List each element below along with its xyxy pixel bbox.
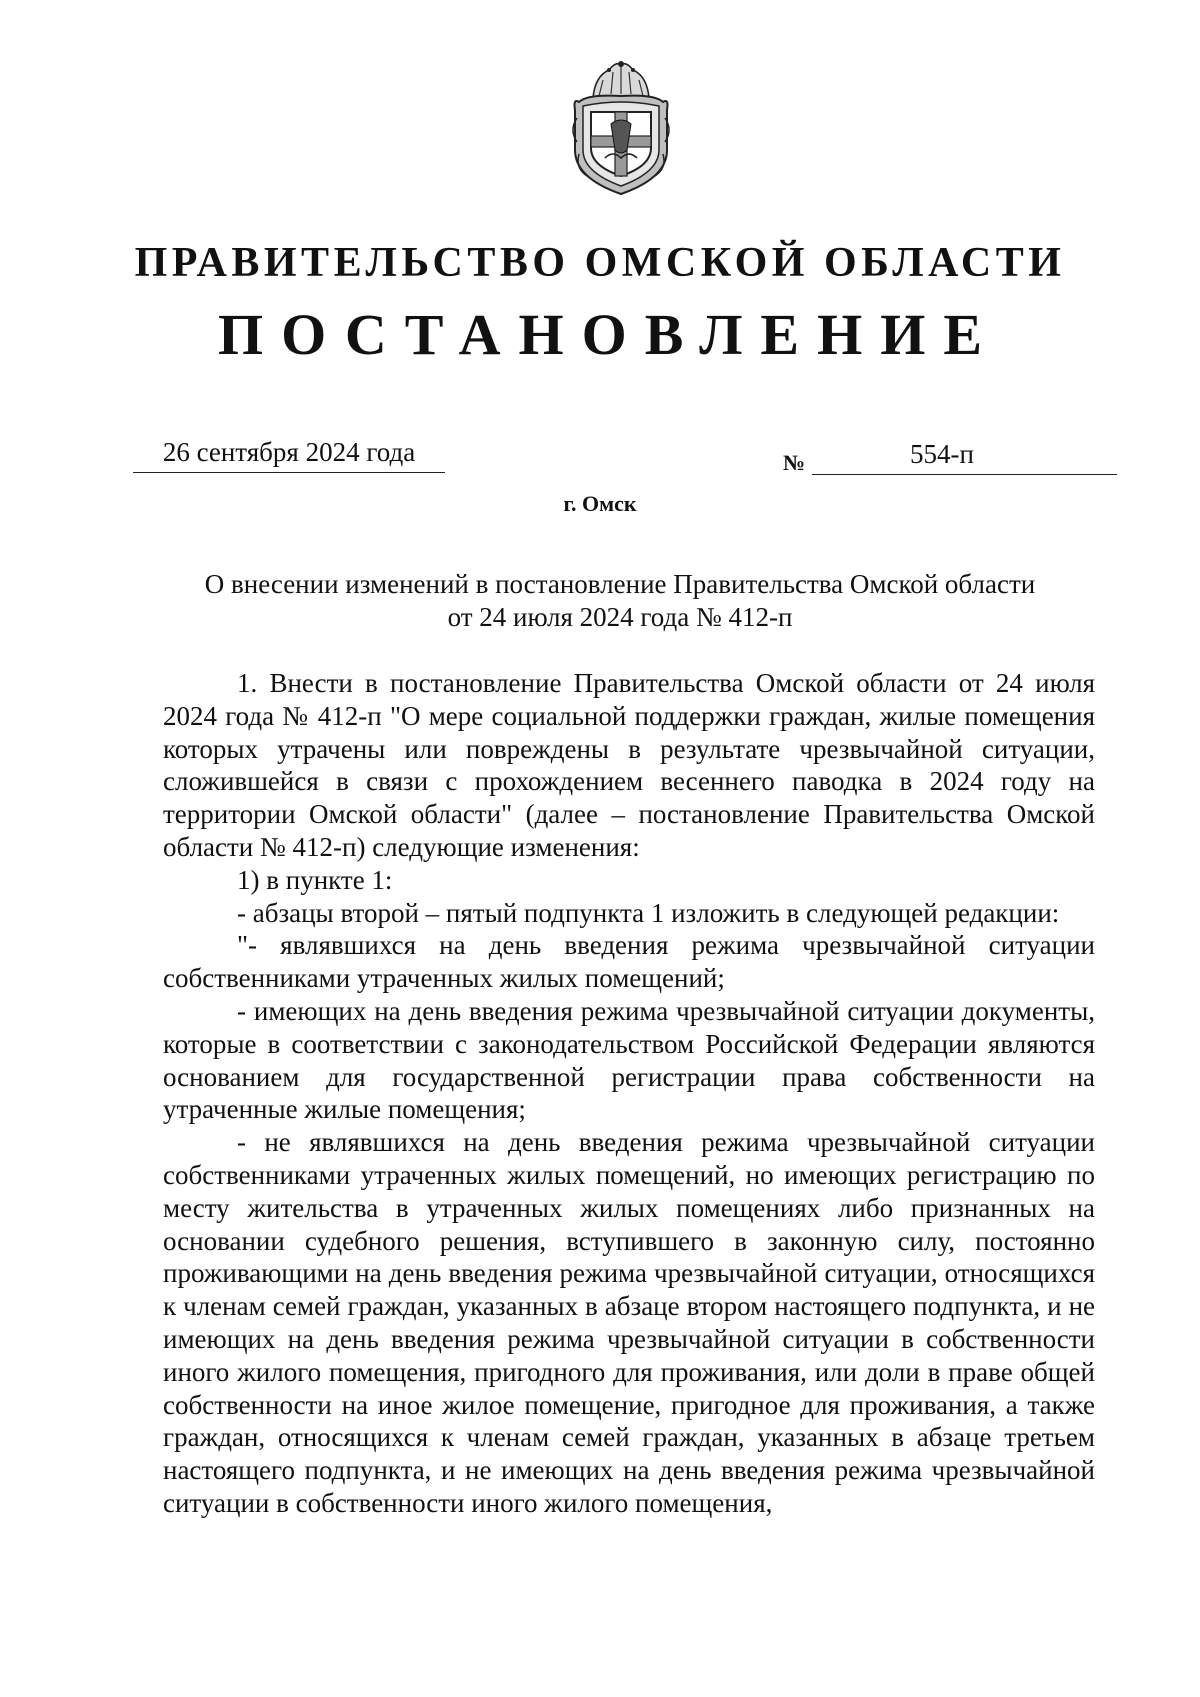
- body-paragraph: - не являвшихся на день введения режима чрезвычайной ситуации собственниками утраченных жилых помещений, но имеющих регистрацию по месту жительства в утраченных жилых помещениях либо признанных на основании судебного решения, вступившего в законную силу, постоянно проживающими на день введения режима чрезвычайной ситуации, относящихся к членам семей граждан, указанных в абзаце втором настоящего подпункта, и не имеющих на день введения режима чрезвычайной ситуации в собственности иного жилого помещения, пригодного для проживания, или доли в праве общей собственности на иное жилое помещение, пригодное для проживания, а также граждан, относящихся к членам семей граждан, указанных в абзаце третьем настоящего подпункта, и не имеющих на день введения режима чрезвычайной ситуации в собственности иного жилого помещения,: [163, 1127, 1095, 1518]
- document-type-title: ПОСТАНОВЛЕНИЕ: [217, 302, 1001, 367]
- document-date: 26 сентября 2024 года: [133, 434, 445, 473]
- omsk-region-coat-of-arms-icon: [565, 58, 677, 198]
- body-paragraph: 1) в пункте 1:: [237, 864, 393, 895]
- body-paragraph: - имеющих на день введения режима чрезвычайной ситуации документы, которые в соответствии с законодательством Российской Федерации являются основанием для государственной регистрации права собственности на утраченные жилые помещения;: [163, 995, 1095, 1125]
- document-number-field: [812, 436, 1117, 475]
- document-number: 554-п: [910, 439, 974, 469]
- document-body: [163, 667, 1095, 1520]
- body-paragraph: "- являвшихся на день введения режима чрезвычайной ситуации собственниками утраченных жилых помещений;: [163, 930, 1095, 994]
- subject-line-1: О внесении изменений в постановление Правительства Омской области: [204, 569, 1036, 599]
- body-paragraph: - абзацы второй – пятый подпункта 1 изложить в следующей редакции:: [237, 897, 1060, 928]
- document-subject: [150, 568, 1090, 634]
- number-label: №: [783, 450, 806, 475]
- city-of-issue: г. Омск: [563, 491, 637, 516]
- government-title: ПРАВИТЕЛЬСТВО ОМСКОЙ ОБЛАСТИ: [134, 240, 1066, 286]
- subject-line-2: от 24 июля 2024 года № 412-п: [447, 602, 793, 632]
- body-paragraph: 1. Внести в постановление Правительства Омской области от 24 июля 2024 года № 412-п "О мере социальной поддержки граждан, жилые помещения которых утрачены или повреждены в результате чрезвычайной ситуации, сложившейся в связи с прохождением весеннего паводка в 2024 году на территории Омской области" (далее – постановление Правительства Омской области № 412-п) следующие изменения:: [163, 668, 1095, 862]
